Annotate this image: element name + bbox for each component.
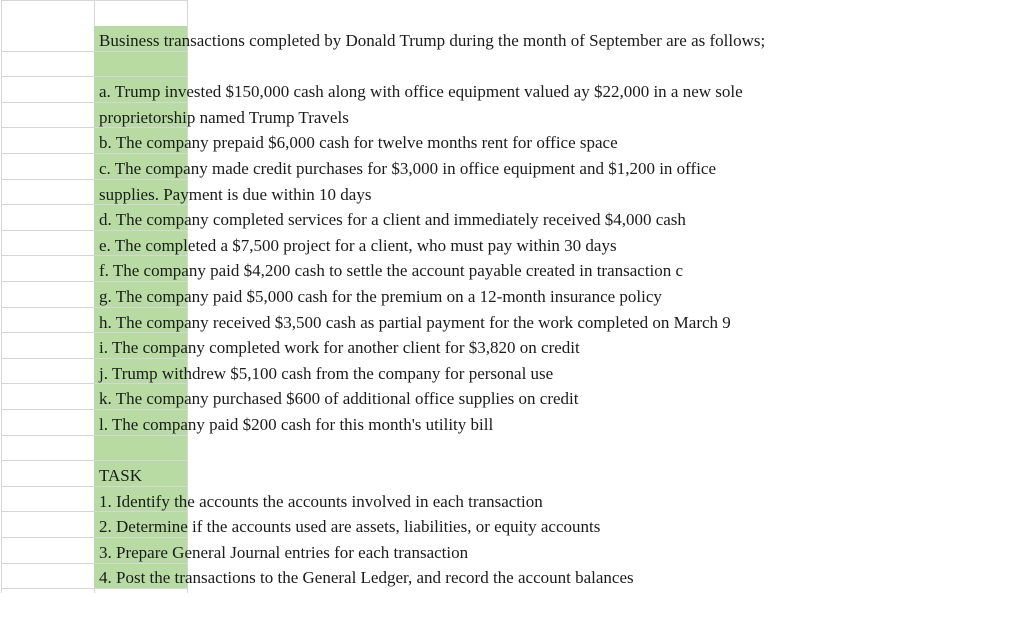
grid-cell-a[interactable]: [2, 154, 94, 180]
grid-cell-a[interactable]: [2, 461, 94, 487]
grid-cell-a[interactable]: [2, 384, 94, 410]
transaction-line[interactable]: b. The company prepaid $6,000 cash for twelve months rent for office space: [99, 133, 618, 153]
task-line[interactable]: 2. Determine if the accounts used are assets, liabilities, or equity accounts: [99, 517, 601, 537]
transaction-line[interactable]: h. The company received $3,500 cash as partial payment for the work completed on March 9: [99, 312, 731, 332]
transaction-line[interactable]: a. Trump invested $150,000 cash along with office equipment valued ay $22,000 in a new sole: [99, 82, 743, 102]
blank-line[interactable]: [99, 54, 999, 80]
grid-cell-a[interactable]: [2, 205, 94, 231]
transaction-line[interactable]: k. The company purchased $600 of additional office supplies on credit: [99, 389, 579, 409]
grid-cell-a[interactable]: [2, 26, 94, 52]
transaction-line[interactable]: supplies. Payment is due within 10 days: [99, 184, 372, 204]
transaction-line[interactable]: proprietorship named Trump Travels: [99, 107, 349, 127]
grid-cell-a[interactable]: [2, 77, 94, 103]
grid-cell-a[interactable]: [2, 180, 94, 206]
transaction-line[interactable]: f. The company paid $4,200 cash to settle the account payable created in transaction c: [99, 261, 684, 281]
column-a: [1, 0, 95, 593]
grid-cell-a[interactable]: [2, 128, 94, 154]
grid-cell-a[interactable]: [2, 52, 94, 78]
transaction-line[interactable]: e. The completed a $7,500 project for a client, who must pay within 30 days: [99, 235, 617, 255]
grid-cell-a[interactable]: [2, 333, 94, 359]
cell-a1[interactable]: [2, 0, 94, 26]
grid-cell-a[interactable]: [2, 231, 94, 257]
task-heading[interactable]: TASK: [99, 466, 143, 486]
grid-cell-a[interactable]: [2, 282, 94, 308]
grid-cell-a[interactable]: [2, 436, 94, 462]
document-text: [99, 28, 999, 591]
transaction-line[interactable]: c. The company made credit purchases for $3,000 in office equipment and $1,200 in office: [99, 158, 717, 178]
task-line[interactable]: 4. Post the transactions to the General Ledger, and record the account balances: [99, 568, 634, 588]
grid-cell-a[interactable]: [2, 103, 94, 129]
grid-cell-a[interactable]: [2, 410, 94, 436]
transaction-line[interactable]: d. The company completed services for a client and immediately received $4,000 cash: [99, 210, 686, 230]
blank-line[interactable]: [99, 438, 999, 464]
task-line[interactable]: 3. Prepare General Journal entries for each transaction: [99, 542, 469, 562]
grid-cell-a[interactable]: [2, 308, 94, 334]
transaction-line[interactable]: j. Trump withdrew $5,100 cash from the company for personal use: [99, 363, 554, 383]
transaction-line[interactable]: g. The company paid $5,000 cash for the premium on a 12-month insurance policy: [99, 286, 662, 306]
grid-cell-a[interactable]: [2, 359, 94, 385]
transaction-line[interactable]: i. The company completed work for another client for $3,820 on credit: [99, 338, 580, 358]
grid-cell-a[interactable]: [2, 564, 94, 590]
grid-cell-a[interactable]: [2, 256, 94, 282]
cell-b1[interactable]: [94, 0, 187, 26]
intro-line[interactable]: Business transactions completed by Donald Trump during the month of September are as follows;: [99, 31, 766, 50]
grid-cell-a[interactable]: [2, 487, 94, 513]
grid-cell-a[interactable]: [2, 512, 94, 538]
grid-cell-a[interactable]: [2, 538, 94, 564]
task-line[interactable]: 1. Identify the accounts the accounts involved in each transaction: [99, 491, 543, 511]
transaction-line[interactable]: l. The company paid $200 cash for this month's utility bill: [99, 414, 494, 434]
